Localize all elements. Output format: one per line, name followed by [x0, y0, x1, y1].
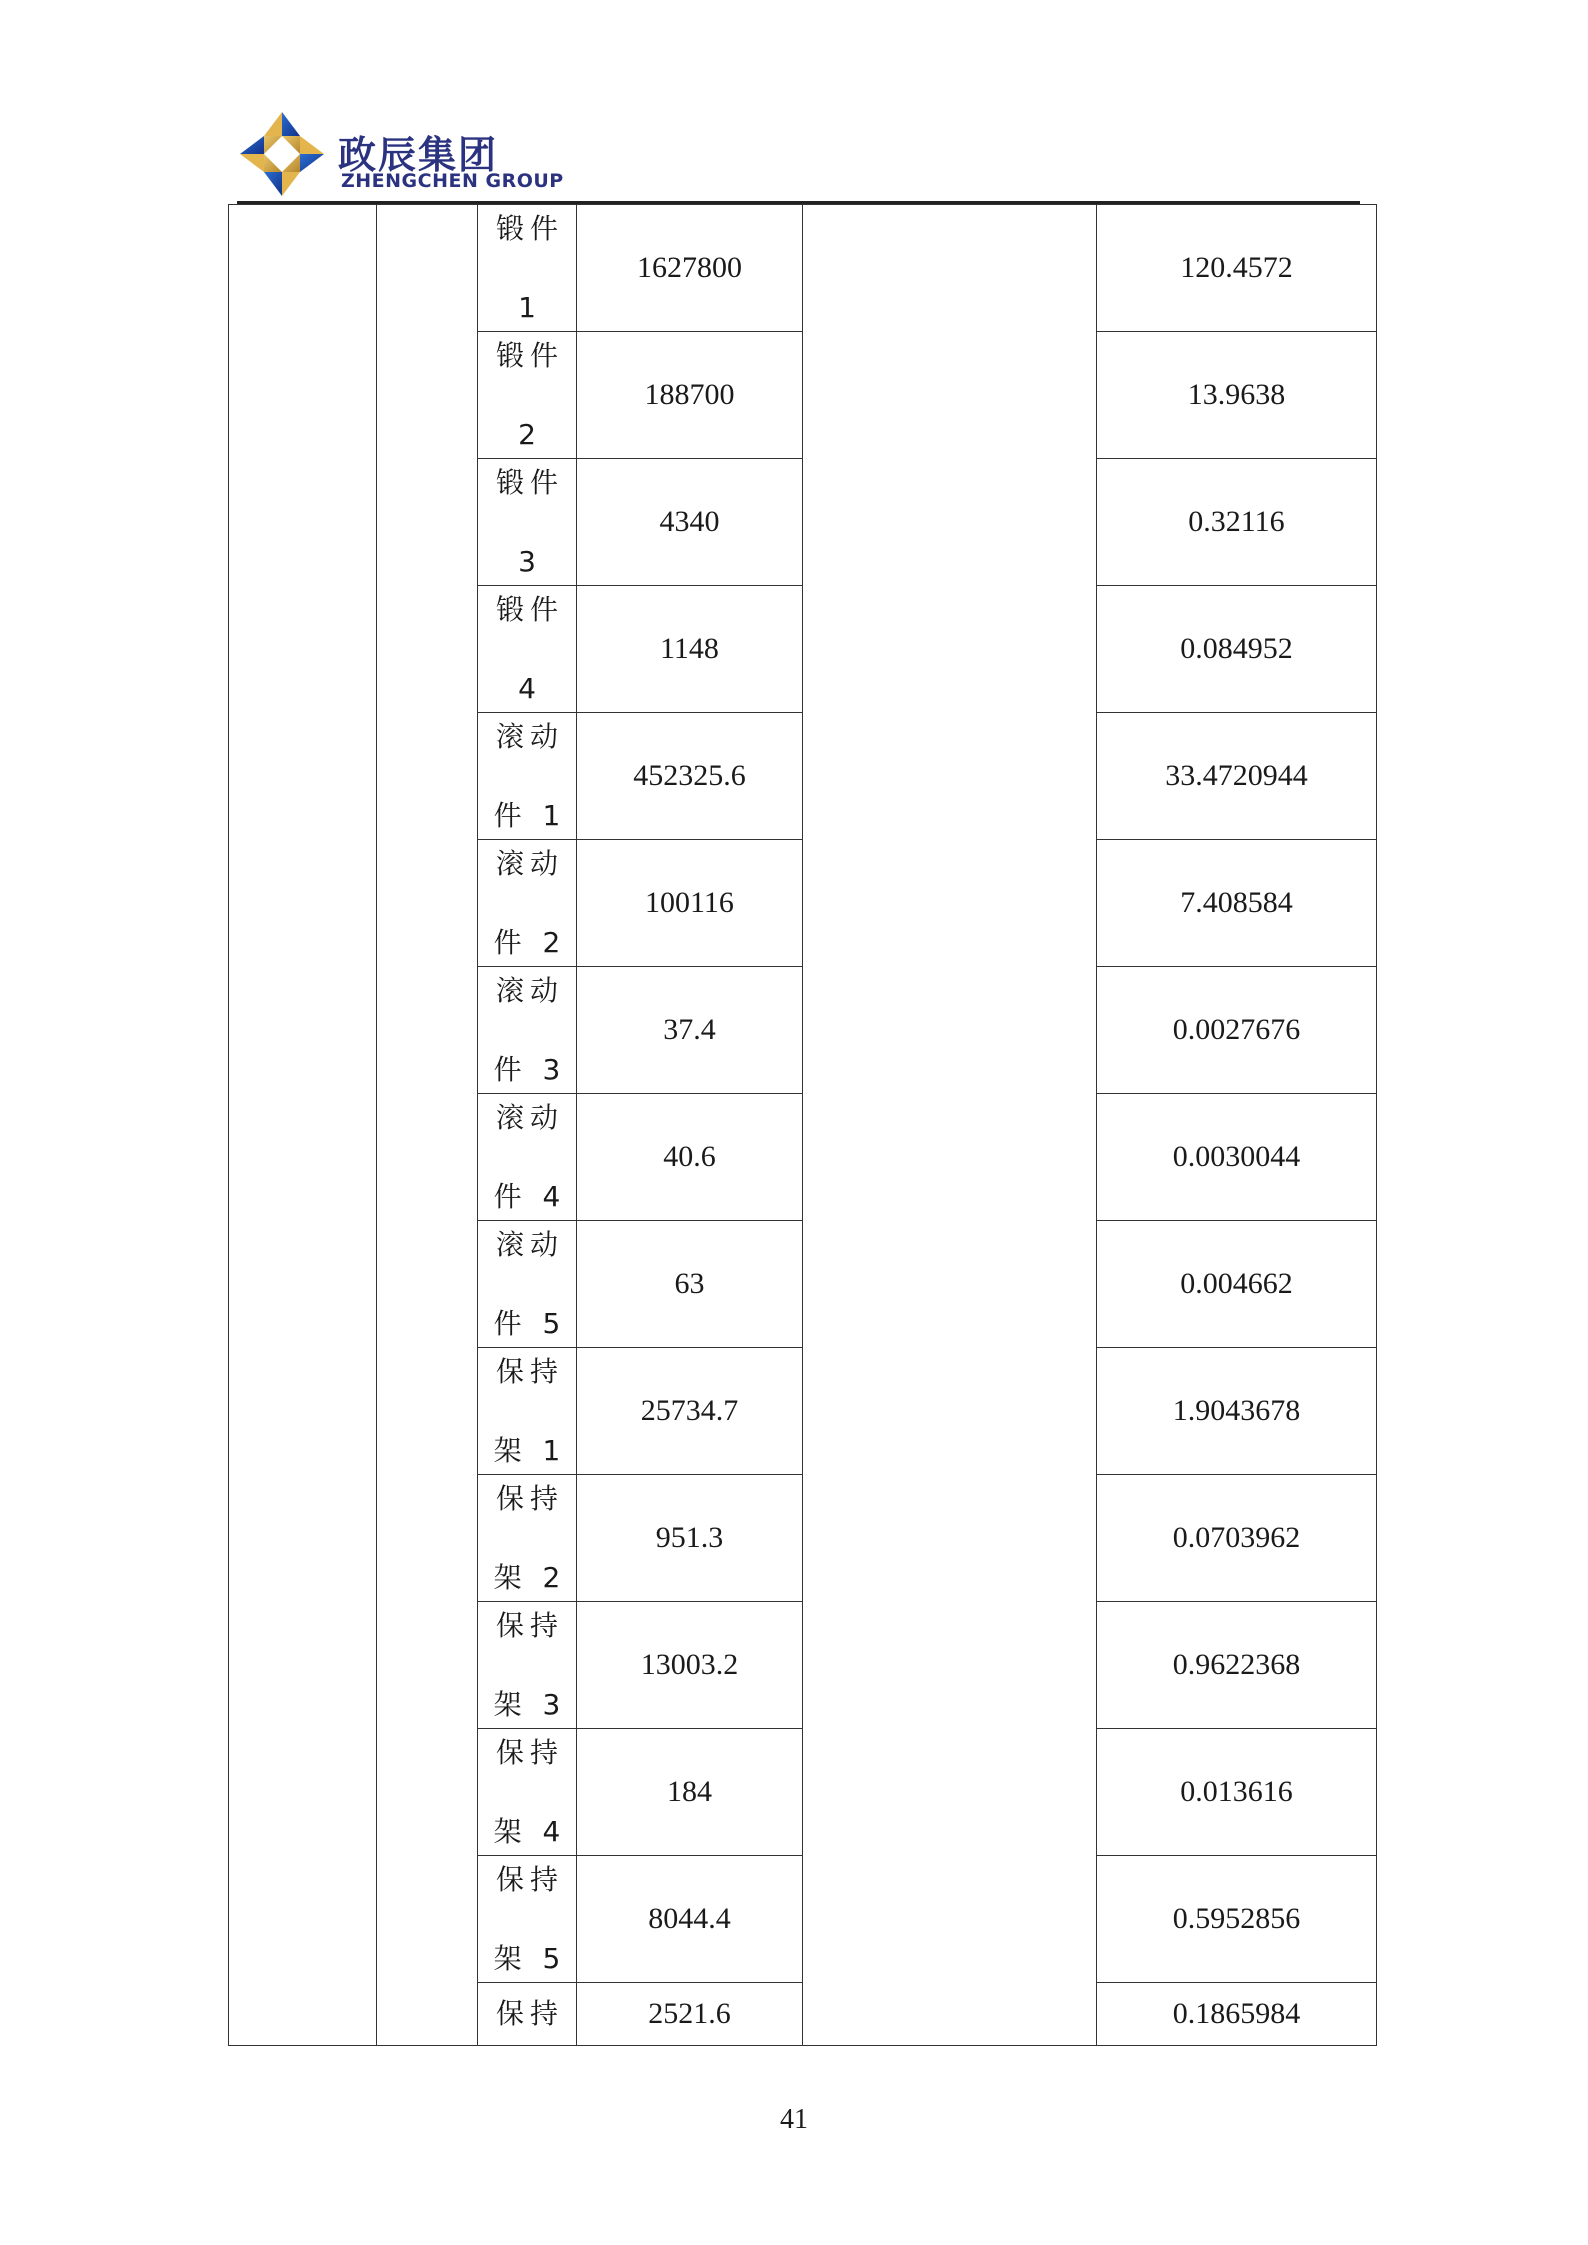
part-name-cell [478, 1475, 577, 1602]
quantity-cell: 1627800 [577, 205, 803, 332]
part-name-cell [478, 1729, 577, 1856]
result-cell: 0.1865984 [1097, 1983, 1377, 2046]
part-name-cell [478, 1602, 577, 1729]
part-name-line1: 保持 [495, 1862, 564, 1896]
part-name-line1: 锻件 [495, 592, 564, 626]
part-name-line2: 件 2 [493, 925, 567, 959]
quantity-cell: 951.3 [577, 1475, 803, 1602]
part-name-cell [478, 332, 577, 459]
part-name-line1: 滚动 [495, 973, 564, 1007]
part-name-line1: 保持 [495, 1735, 564, 1769]
result-cell: 0.004662 [1097, 1221, 1377, 1348]
page-number: 41 [780, 2104, 808, 2135]
result-cell: 0.084952 [1097, 586, 1377, 713]
part-name-line2: 架 1 [493, 1433, 567, 1467]
quantity-cell: 25734.7 [577, 1348, 803, 1475]
part-name-line1: 锻件 [495, 211, 564, 245]
brand-name-en: ZHENGCHEN GROUP [341, 170, 564, 192]
part-name-cell [478, 1983, 577, 2046]
subcategory-cell [377, 205, 478, 2046]
part-name-line1: 滚动 [495, 1227, 564, 1261]
part-name-line2: 架 2 [493, 1560, 567, 1594]
part-name-line2: 1 [518, 290, 542, 324]
part-name-cell [478, 586, 577, 713]
quantity-cell: 1148 [577, 586, 803, 713]
part-name-line2: 件 5 [493, 1306, 567, 1340]
part-name-line1: 滚动 [495, 846, 564, 880]
result-cell: 0.0027676 [1097, 967, 1377, 1094]
part-name-line1: 滚动 [495, 719, 564, 753]
part-name-cell [478, 1221, 577, 1348]
factor-cell [803, 205, 1097, 2046]
part-name-cell [478, 713, 577, 840]
result-cell: 1.9043678 [1097, 1348, 1377, 1475]
quantity-cell: 452325.6 [577, 713, 803, 840]
brand-name-cn: 政辰集团 [338, 133, 499, 177]
table-row [229, 205, 1377, 332]
part-name-line2: 架 4 [493, 1814, 567, 1848]
quantity-cell: 100116 [577, 840, 803, 967]
part-name-line1: 保持 [495, 1481, 564, 1515]
quantity-cell: 2521.6 [577, 1983, 803, 2046]
part-name-line1: 保持 [495, 1608, 564, 1642]
result-cell: 120.4572 [1097, 205, 1377, 332]
category-cell [229, 205, 377, 2046]
part-name-cell [478, 459, 577, 586]
part-name-line2: 架 5 [493, 1941, 567, 1975]
part-name-line2: 件 1 [493, 798, 567, 832]
part-name-line2: 件 3 [493, 1052, 567, 1086]
part-name-cell [478, 1094, 577, 1221]
quantity-cell: 37.4 [577, 967, 803, 1094]
part-name-line1: 滚动 [495, 1100, 564, 1134]
result-cell: 0.32116 [1097, 459, 1377, 586]
quantity-cell: 40.6 [577, 1094, 803, 1221]
result-cell: 0.0703962 [1097, 1475, 1377, 1602]
part-name-line2: 2 [518, 417, 542, 451]
result-cell: 0.0030044 [1097, 1094, 1377, 1221]
part-name-cell [478, 967, 577, 1094]
part-name-line1: 保持 [495, 1354, 564, 1388]
zhengchen-diamond-logo-icon [238, 110, 326, 198]
result-cell: 13.9638 [1097, 332, 1377, 459]
part-name-line2: 架 3 [493, 1687, 567, 1721]
result-cell: 0.013616 [1097, 1729, 1377, 1856]
result-cell: 0.5952856 [1097, 1856, 1377, 1983]
part-name-cell [478, 1348, 577, 1475]
result-cell: 33.4720944 [1097, 713, 1377, 840]
part-name-line1: 锻件 [495, 465, 564, 499]
part-name-cell [478, 840, 577, 967]
data-table [228, 204, 1377, 2046]
part-name-line2: 3 [518, 544, 542, 578]
quantity-cell: 184 [577, 1729, 803, 1856]
page-header [238, 110, 1358, 206]
part-name-line1: 保持 [495, 1997, 564, 2030]
part-name-line1: 锻件 [495, 338, 564, 372]
quantity-cell: 13003.2 [577, 1602, 803, 1729]
quantity-cell: 63 [577, 1221, 803, 1348]
part-name-cell [478, 205, 577, 332]
quantity-cell: 8044.4 [577, 1856, 803, 1983]
part-name-cell [478, 1856, 577, 1983]
result-cell: 7.408584 [1097, 840, 1377, 967]
quantity-cell: 4340 [577, 459, 803, 586]
part-name-line2: 4 [518, 671, 542, 705]
result-cell: 0.9622368 [1097, 1602, 1377, 1729]
part-name-line2: 件 4 [493, 1179, 567, 1213]
quantity-cell: 188700 [577, 332, 803, 459]
